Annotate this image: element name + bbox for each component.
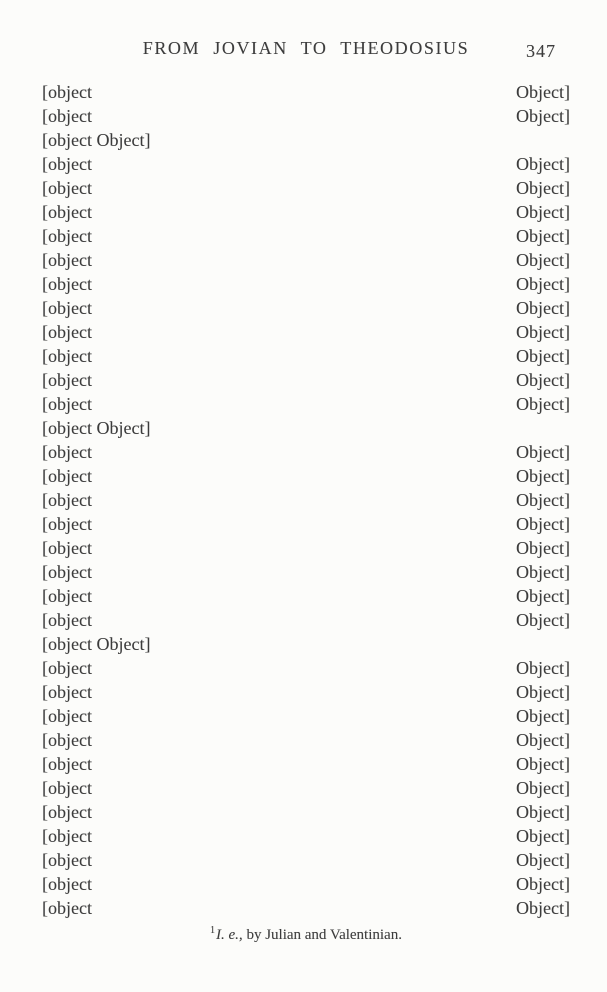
text-line: [object Object] [42,682,570,702]
paragraph-6 [42,152,570,440]
text-line: [object Object] [42,874,570,894]
text-line: [object Object] [42,850,570,870]
text-line: [object Object] [42,274,570,294]
text-line: [object Object] [42,418,151,438]
footnote-text: by Julian and Valentinian. [246,927,402,943]
footnote [42,920,570,946]
text-line: [object Object] [42,490,570,510]
text-line: [object Object] [42,778,570,798]
text-line: [object Object] [42,466,570,486]
text-line: [object Object] [42,730,570,750]
text-line: [object Object] [42,130,151,150]
text-line: [object Object] [42,226,570,246]
text-line: [object Object] [42,586,570,606]
text-line: [object Object] [42,154,570,174]
text-line: [object Object] [42,202,570,222]
page-body-text [42,80,570,920]
text-line: [object Object] [42,706,570,726]
page-number: 347 [526,41,556,61]
footnote-term: I. e., [216,927,243,943]
text-line: [object Object] [42,322,570,342]
text-line: [object Object] [42,298,570,318]
text-line: [object Object] [42,250,570,270]
text-line: [object Object] [42,442,570,462]
footnote-marker: 1 [210,925,216,936]
text-line: [object Object] [42,514,570,534]
text-line: [object Object] [42,538,570,558]
text-line: [object Object] [42,802,570,822]
text-line: [object Object] [42,562,570,582]
running-header [42,36,570,60]
text-line: [object Object] [42,82,570,102]
paragraph-8 [42,656,570,920]
text-line: [object Object] [42,370,570,390]
text-line: [object Object] [42,106,570,126]
text-line: [object Object] [42,610,570,630]
text-line: [object Object] [42,826,570,846]
text-line: [object Object] [42,634,151,654]
text-line: [object Object] [42,898,570,918]
text-line: [object Object] [42,346,570,366]
paragraph-continuation [42,80,570,152]
text-line: [object Object] [42,754,570,774]
text-line: [object Object] [42,178,570,198]
running-header-title: FROM JOVIAN TO THEODOSIUS [142,38,470,58]
text-line: [object Object] [42,394,570,414]
text-line: [object Object] [42,658,570,678]
paragraph-7 [42,440,570,656]
